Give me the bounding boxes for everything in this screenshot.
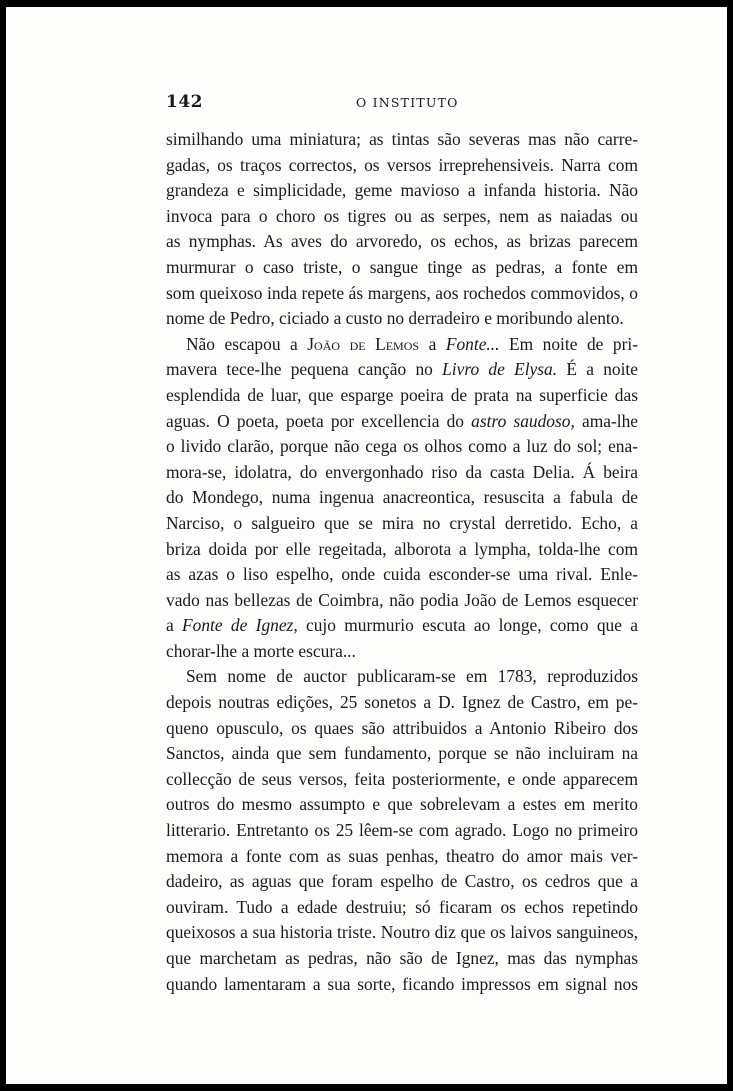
body-text (166, 127, 638, 997)
text-line (166, 332, 638, 358)
paragraph-1 (166, 127, 638, 332)
work-title: Livro de Elysa. (442, 359, 558, 380)
text-run: Não escapou a (186, 333, 308, 354)
text-line: nome de Pedro, ciciado a custo no derradeiro e moribundo alento. (166, 308, 624, 329)
text-line: quando lamentaram a sua sorte, ficando impressos em signal nos (166, 973, 638, 994)
text-line: as azas o liso espelho, onde cuida esconder-se uma rival. Enle- (166, 564, 638, 585)
text-line: grandeza e simplicidade, geme mavioso a infanda historia. Não (166, 180, 638, 201)
text-line: ouviram. Tudo a edade destruiu; só ficaram os echos repetindo (166, 896, 638, 917)
text-line: litterario. Entretanto os 25 lêem-se com agrado. Logo no primeiro (166, 820, 638, 841)
text-line: queno opusculo, os quaes são attribuidos a Antonio Ribeiro dos (166, 717, 638, 738)
text-line: Narciso, o salgueiro que se mira no crystal derretido. Echo, a (166, 512, 638, 533)
work-title: Fonte... (445, 333, 500, 354)
text-line: gadas, os traços correctos, os versos irreprehensiveis. Narra com (166, 154, 638, 175)
text-run: É a noite (557, 359, 638, 380)
page-number: 142 (166, 92, 203, 112)
text-line: collecção de seus versos, feita posteriormente, e onde apparecem (166, 768, 638, 789)
text-line: som queixoso inda repete ás margens, aos rochedos commovidos, o (166, 282, 638, 303)
work-title: astro saudoso, (471, 410, 575, 431)
paragraph-3 (166, 664, 638, 997)
text-line: o livido clarão, porque não cega os olhos como a luz do sol; ena- (166, 436, 638, 457)
text-line (166, 613, 638, 639)
text-line (166, 409, 638, 435)
text-line: chorar-lhe a morte escura... (166, 640, 356, 661)
text-run: a (166, 615, 183, 636)
text-run: Em noite de pri- (499, 333, 639, 354)
running-head (166, 92, 638, 114)
text-line: invoca para o choro os tigres ou as serpes, nem as naiadas ou (166, 205, 638, 226)
text-line: briza doida por elle regeitada, alborota a lympha, tolda-lhe com (166, 538, 638, 559)
running-title: O INSTITUTO (356, 95, 459, 110)
text-line: depois noutras edições, 25 sonetos a D. Ignez de Castro, em pe- (166, 692, 638, 713)
text-line: memora a fonte com as suas penhas, theatro do amor mais ver- (166, 845, 638, 866)
text-line: que marchetam as pedras, não são de Ignez, mas das nymphas (166, 948, 638, 968)
text-line: do Mondego, numa ingenua anacreontica, resuscita a fabula de (166, 487, 638, 508)
text-run: mavera tece-lhe pequena canção no (166, 359, 443, 380)
text-line (166, 357, 638, 383)
text-line: esplendida de luar, que esparge poeira de prata na superficie das (166, 384, 638, 405)
text-line: murmurar o caso triste, o sangue tinge as pedras, a fonte em (166, 256, 638, 277)
text-run: a (419, 333, 446, 354)
paragraph-2 (166, 332, 638, 665)
text-line: Sanctos, ainda que sem fundamento, porque se não incluiram na (166, 743, 638, 764)
text-line: Sem nome de auctor publicaram-se em 1783, reproduzidos (186, 666, 638, 687)
text-line: dadeiro, as aguas que foram espelho de Castro, os cedros que a (166, 871, 638, 892)
text-line: mora-se, idolatra, do envergonhado riso da casta Delia. Á beira (166, 461, 638, 482)
work-title: Fonte de Ignez, (182, 615, 298, 636)
author-name: João de Lemos (307, 333, 420, 354)
text-line: queixosos a sua historia triste. Noutro diz que os laivos sanguineos, (166, 922, 638, 943)
text-run: aguas. O poeta, poeta por excellencia do (166, 410, 472, 431)
text-line: similhando uma miniatura; as tintas são severas mas não carre- (166, 129, 638, 149)
text-line: outros do mesmo assumpto e que sobrelevam a estes em merito (166, 794, 638, 815)
text-run: ama-lhe (574, 410, 639, 431)
text-run: cujo murmurio escuta ao longe, como que a (297, 615, 638, 636)
text-line: as nymphas. As aves do arvoredo, os echos, as brizas parecem (166, 231, 638, 252)
text-line: vado nas bellezas de Coimbra, não podia João de Lemos esquecer (166, 589, 638, 610)
